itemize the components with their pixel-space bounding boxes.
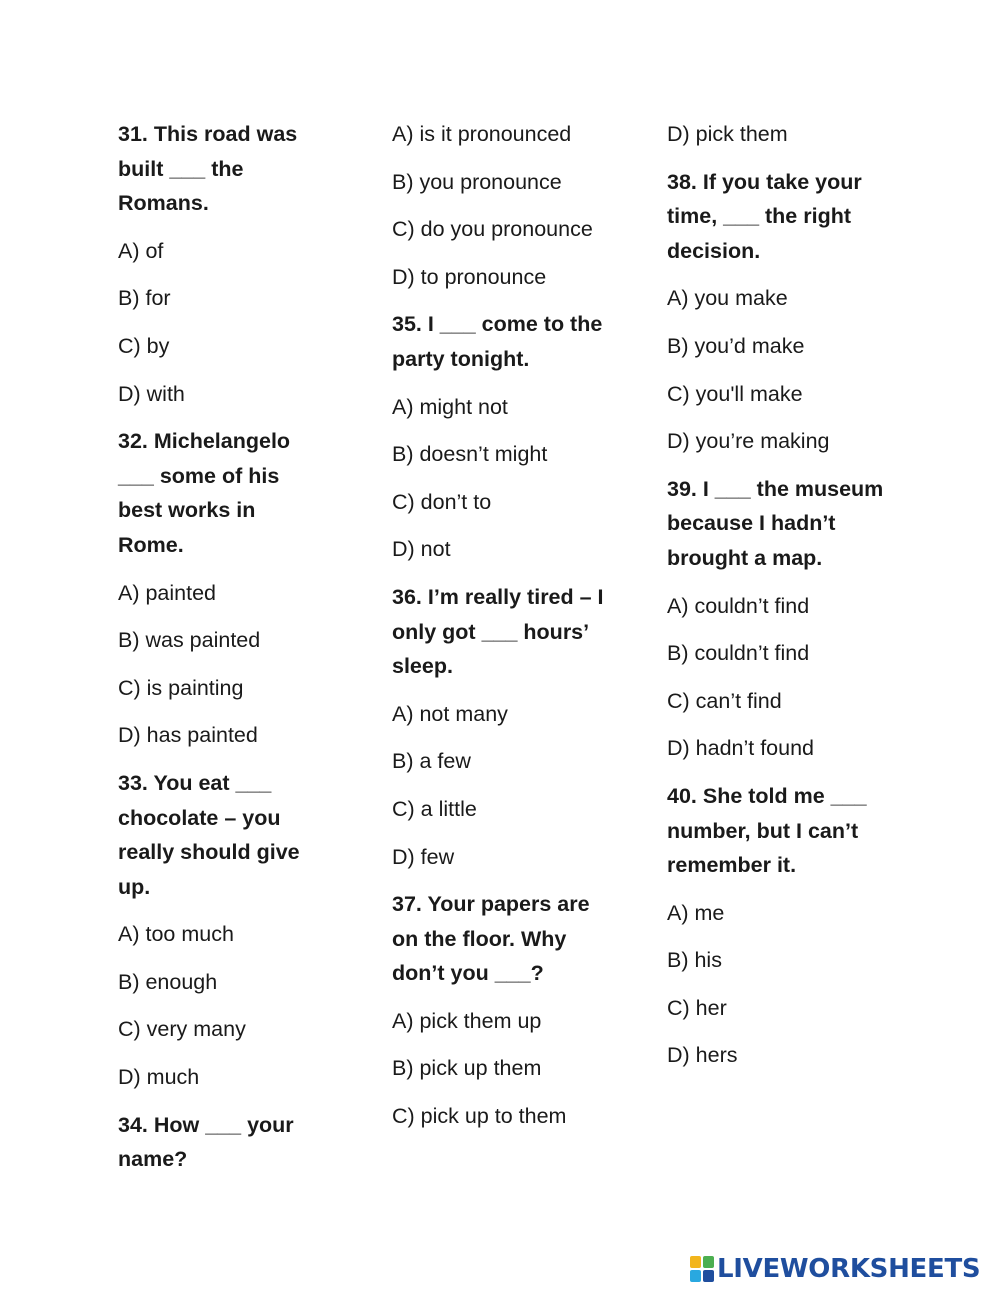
answer-option: C) is painting — [118, 675, 244, 700]
answer-option: A) of — [118, 238, 164, 263]
answer-option: B) enough — [118, 969, 218, 994]
answer-option: A) couldn’t find — [667, 593, 810, 618]
logo-square-4 — [703, 1270, 714, 1282]
question-text: 36. I’m really tired – I only got ___ hours’ sleep. — [392, 584, 604, 679]
answer-option: C) very many — [118, 1017, 246, 1042]
answer-option: C) do you pronounce — [392, 217, 593, 242]
answer-option: D) to pronounce — [392, 264, 547, 289]
answer-option: B) couldn’t find — [667, 641, 810, 666]
question-text: 39. I ___ the museum because I hadn’t brought a map. — [667, 476, 884, 570]
question-column-1 — [118, 117, 323, 1190]
answer-option: D) much — [118, 1065, 200, 1090]
answer-option: C) by — [118, 333, 170, 358]
answer-option: B) his — [667, 948, 722, 973]
answer-option: A) me — [667, 900, 725, 925]
answer-option: B) you pronounce — [392, 169, 562, 194]
answer-option: A) might not — [392, 394, 508, 419]
answer-option: C) pick up to them — [392, 1104, 567, 1129]
answer-option: D) pick them — [667, 122, 788, 146]
question-text: 31. This road was built ___ the Romans. — [118, 122, 298, 216]
answer-option: C) her — [667, 995, 727, 1020]
answer-option: B) you’d make — [667, 333, 805, 358]
answer-option: B) a few — [392, 749, 471, 774]
answer-option: D) few — [392, 844, 455, 869]
answer-option: A) is it pronounced — [392, 122, 572, 146]
logo-square-2 — [703, 1256, 714, 1268]
answer-option: C) you'll make — [667, 381, 803, 406]
logo-square-3 — [690, 1270, 701, 1282]
answer-option: C) can’t find — [667, 688, 782, 713]
liveworksheets-brand-text: LIVEWORKSHEETS — [717, 1254, 981, 1284]
answer-option: A) painted — [118, 580, 217, 605]
answer-option: A) not many — [392, 701, 508, 726]
question-text: 35. I ___ come to the party tonight. — [392, 312, 603, 371]
answer-option: B) pick up them — [392, 1056, 542, 1081]
logo-square-1 — [690, 1256, 701, 1268]
answer-option: D) not — [392, 537, 451, 562]
answer-option: D) with — [118, 381, 185, 406]
answer-option: C) don’t to — [392, 489, 492, 514]
answer-option: D) has painted — [118, 723, 258, 748]
answer-option: A) too much — [118, 922, 234, 947]
answer-option: D) you’re making — [667, 429, 830, 454]
answer-option: D) hadn’t found — [667, 736, 815, 761]
question-text: 32. Michelangelo ___ some of his best works in Rome. — [118, 429, 291, 557]
question-text: 37. Your papers are on the floor. Why don’t you ___? — [392, 892, 590, 986]
question-text: 34. How ___ your name? — [118, 1112, 294, 1172]
liveworksheets-footer — [690, 1253, 980, 1285]
question-text: 40. She told me ___ number, but I can’t remember it. — [667, 783, 867, 878]
question-text: 33. You eat ___ chocolate – you really should give up. — [118, 770, 300, 899]
answer-option: B) for — [118, 286, 171, 311]
answer-option: A) pick them up — [392, 1008, 542, 1033]
answer-option: A) you make — [667, 286, 788, 311]
question-column-3 — [667, 117, 892, 1086]
answer-option: C) a little — [392, 796, 477, 821]
answer-option: B) was painted — [118, 628, 261, 653]
question-text: 38. If you take your time, ___ the right decision. — [667, 169, 862, 263]
question-column-2 — [392, 117, 617, 1147]
liveworksheets-logo-icon — [690, 1256, 714, 1282]
answer-option: B) doesn’t might — [392, 442, 548, 467]
answer-option: D) hers — [667, 1043, 738, 1068]
